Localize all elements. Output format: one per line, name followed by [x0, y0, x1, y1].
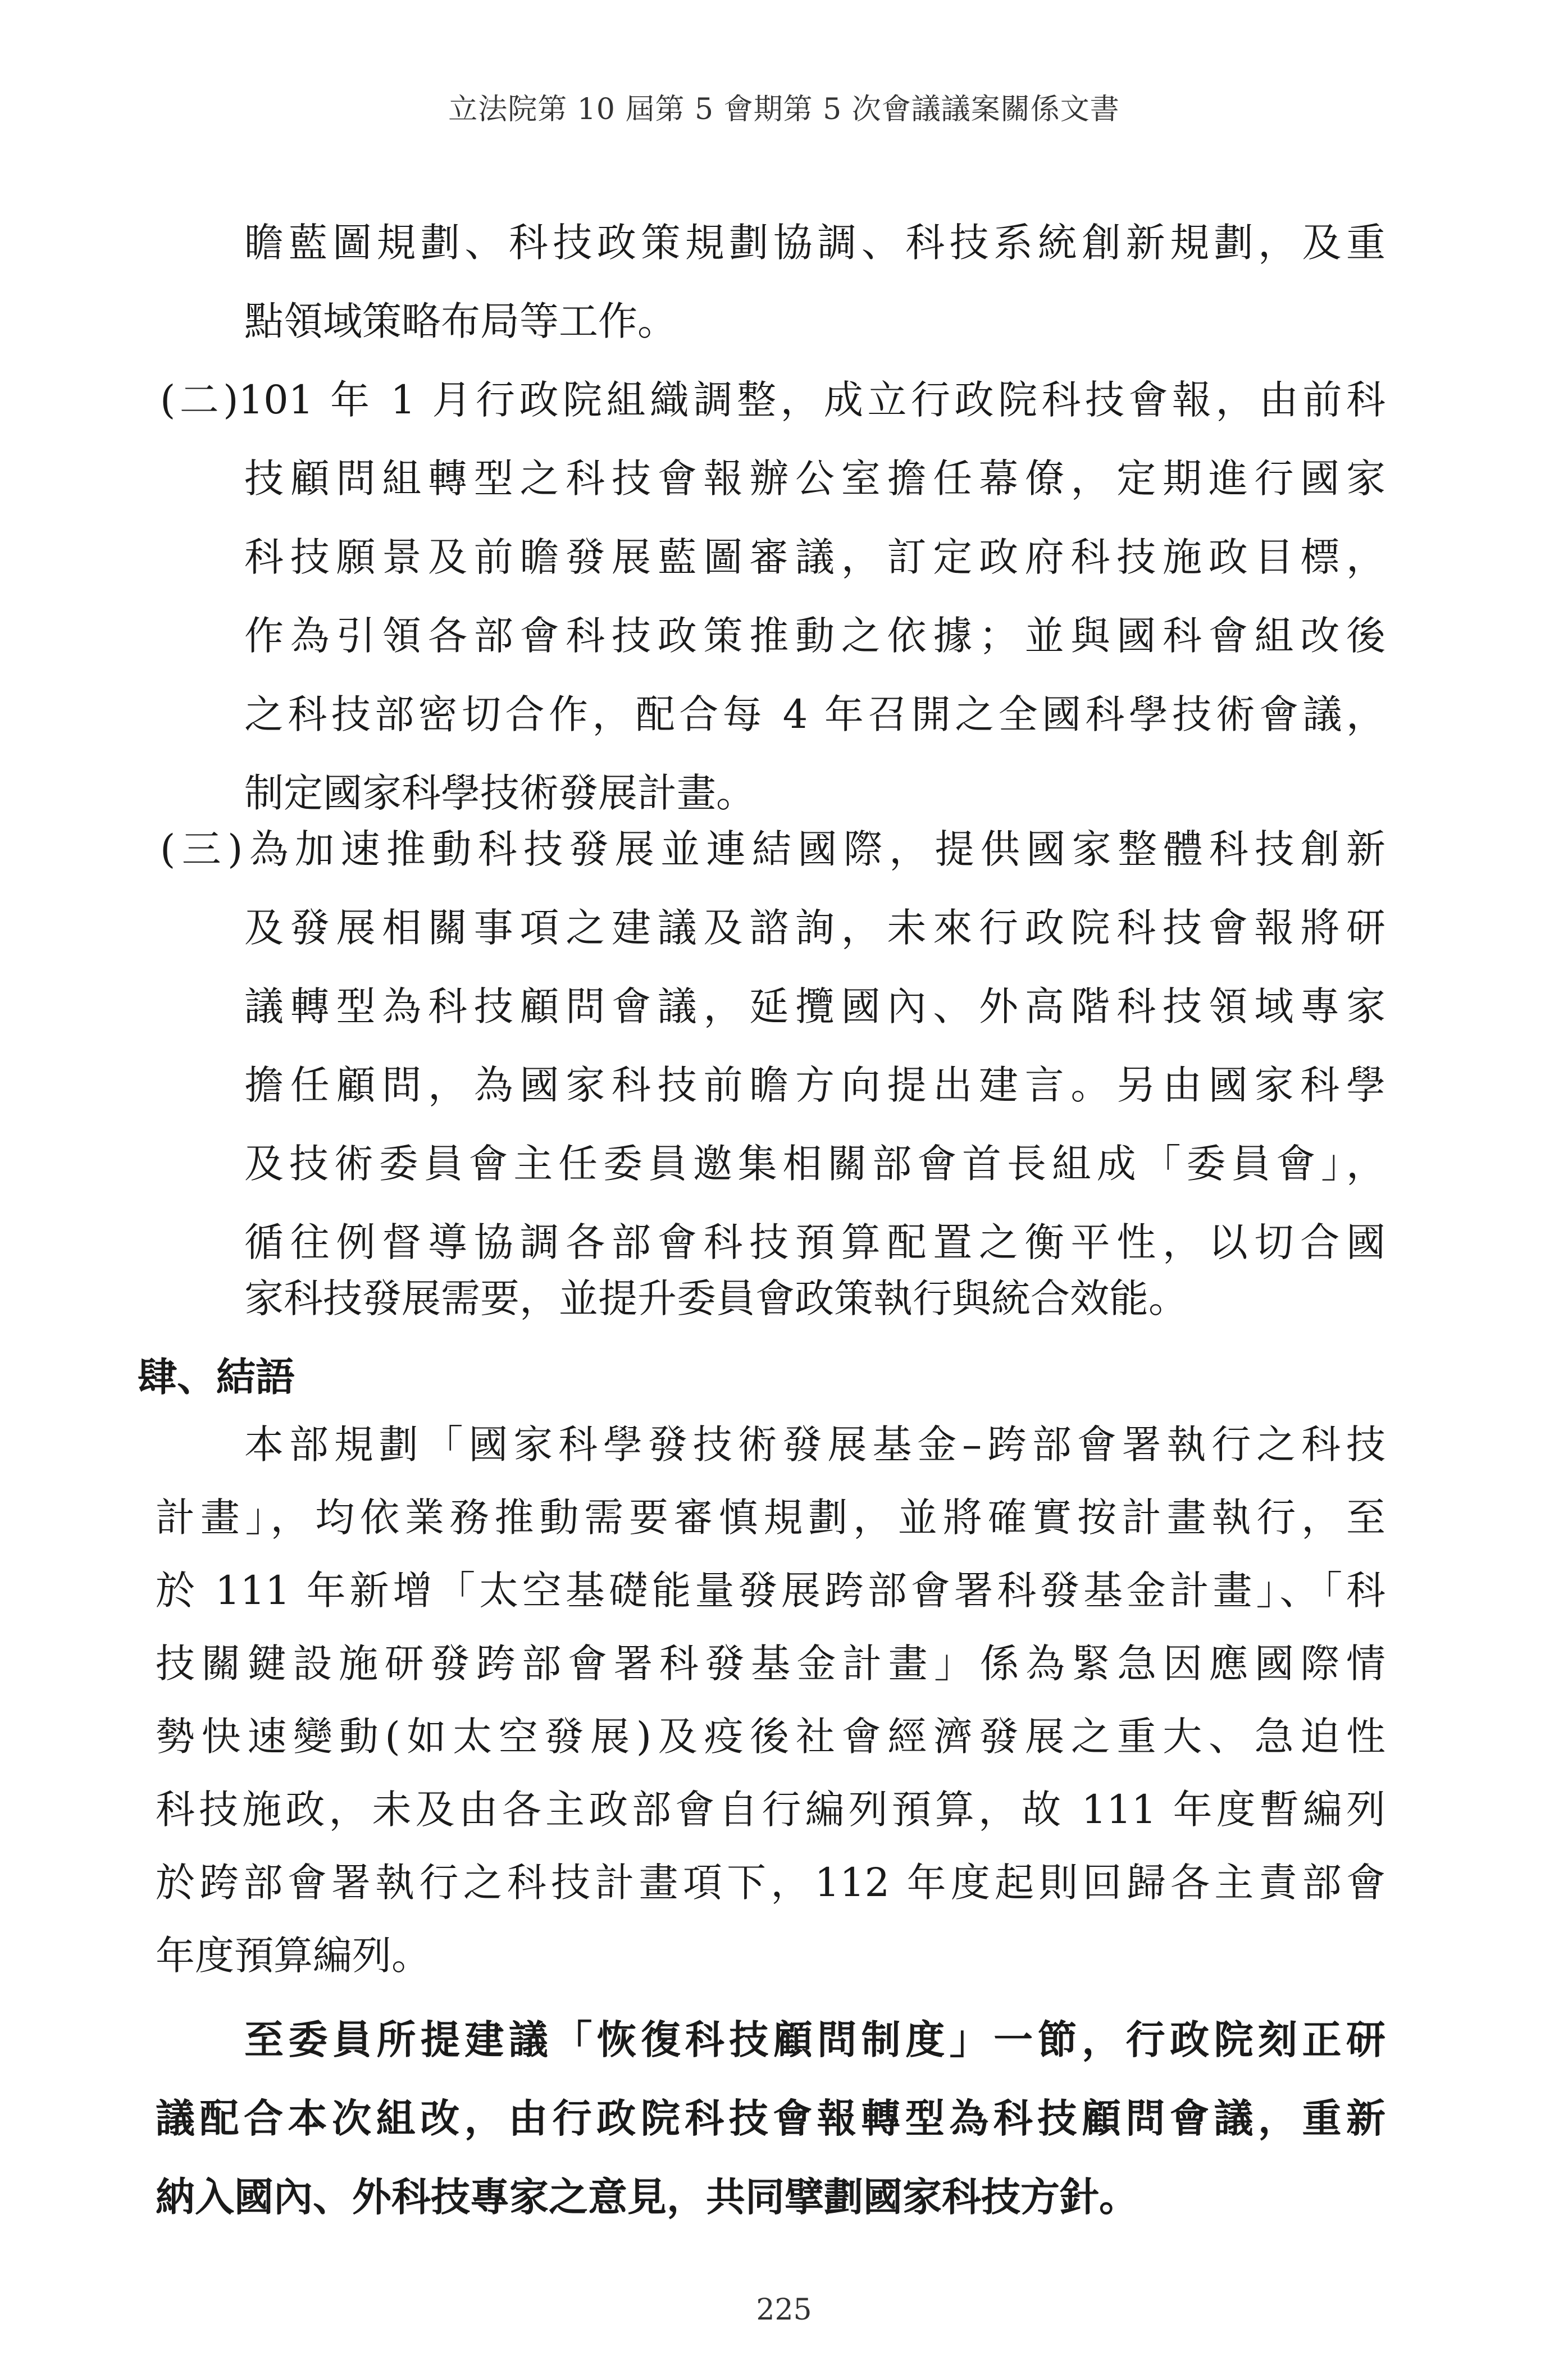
item1-line-1: 瞻藍圖規劃、科技政策規劃協調、科技系統創新規劃，及重 — [244, 220, 1385, 266]
conclusion-line-2: 計畫」，均依業務推動需要審慎規劃，並將確實按計畫執行，至 — [156, 1494, 1385, 1541]
item2-line-2: 技顧問組轉型之科技會報辦公室擔任幕僚，定期進行國家 — [244, 455, 1385, 502]
item2-line-5: 之科技部密切合作，配合每 4 年召開之全國科學技術會議， — [244, 691, 1385, 737]
conclusion-line-8: 年度預算編列。 — [156, 1933, 431, 1979]
item3-line-3: 議轉型為科技顧問會議，延攬國內、外高階科技領域專家 — [244, 983, 1385, 1029]
item2-line-1: (二)101 年 1 月行政院組織調整，成立行政院科技會報，由前科 — [160, 377, 1385, 423]
document-header: 立法院第 10 屆第 5 會期第 5 次會議議案關係文書 — [448, 93, 1120, 126]
conclusion-line-3: 於 111 年新增「太空基礎能量發展跨部會署科發基金計畫」、「科 — [156, 1568, 1385, 1614]
item3-line-5: 及技術委員會主任委員邀集相關部會首長組成「委員會」， — [244, 1141, 1385, 1187]
closing-line-2: 議配合本次組改，由行政院科技會報轉型為科技顧問會議，重新 — [156, 2095, 1385, 2141]
conclusion-line-6: 科技施政，未及由各主政部會自行編列預算，故 111 年度暫編列 — [156, 1787, 1385, 1833]
item3-line-4: 擔任顧問，為國家科技前瞻方向提出建言。另由國家科學 — [244, 1062, 1385, 1108]
item3-line-6: 循往例督導協調各部會科技預算配置之衡平性，以切合國 — [244, 1219, 1385, 1265]
item1-line-2: 點領域策略布局等工作。 — [244, 298, 677, 344]
section-title: 肆、結語 — [138, 1354, 295, 1400]
item3-line-2: 及發展相關事項之建議及諮詢，未來行政院科技會報將研 — [244, 905, 1385, 951]
item3-line-7: 家科技發展需要，並提升委員會政策執行與統合效能。 — [244, 1275, 1188, 1322]
conclusion-line-4: 技關鍵設施研發跨部會署科發基金計畫」係為緊急因應國際情 — [156, 1641, 1385, 1687]
item2-line-6: 制定國家科學技術發展計畫。 — [244, 770, 755, 816]
conclusion-line-1: 本部規劃「國家科學發技術發展基金–跨部會署執行之科技 — [244, 1421, 1385, 1468]
conclusion-line-5: 勢快速變動(如太空發展)及疫後社會經濟發展之重大、急迫性 — [156, 1714, 1385, 1760]
item2-line-3: 科技願景及前瞻發展藍圖審議，訂定政府科技施政目標， — [244, 534, 1385, 580]
item3-line-1: (三)為加速推動科技發展並連結國際，提供國家整體科技創新 — [160, 826, 1385, 872]
page-number: 225 — [756, 2293, 812, 2327]
closing-line-1: 至委員所提建議「恢復科技顧問制度」一節，行政院刻正研 — [244, 2016, 1385, 2063]
conclusion-line-7: 於跨部會署執行之科技計畫項下，112 年度起則回歸各主責部會 — [156, 1860, 1385, 1906]
closing-line-3: 納入國內、外科技專家之意見，共同擘劃國家科技方針。 — [156, 2173, 1138, 2220]
item2-line-4: 作為引領各部會科技政策推動之依據；並與國科會組改後 — [244, 613, 1385, 659]
